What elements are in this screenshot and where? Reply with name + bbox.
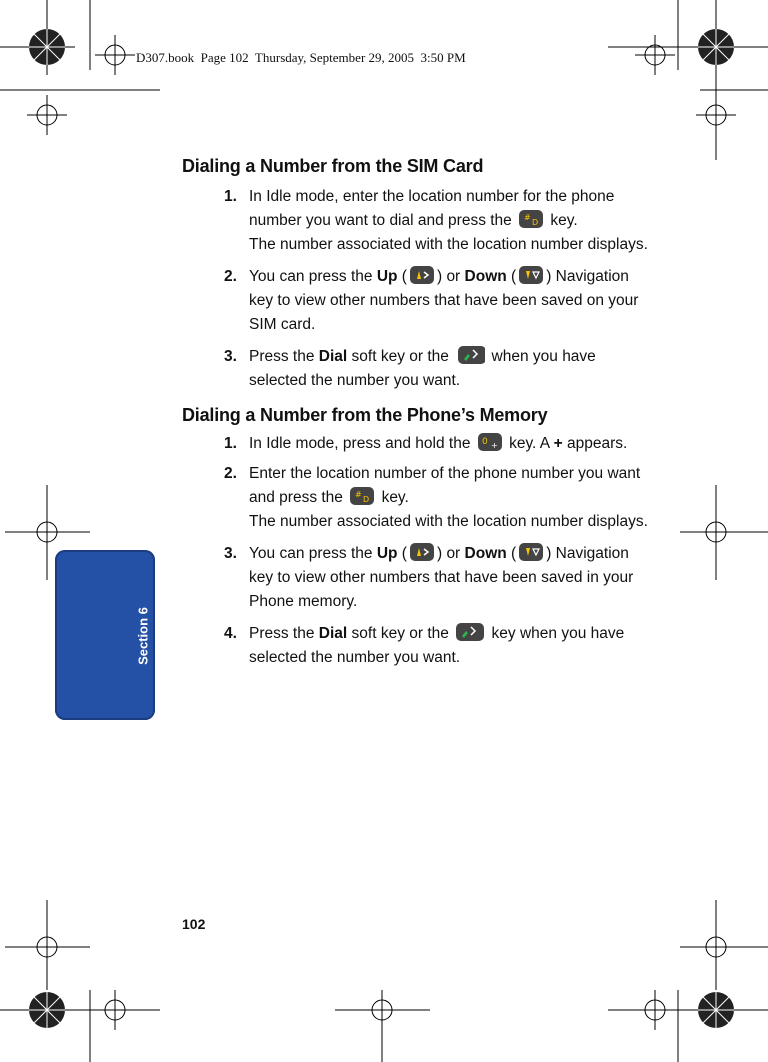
- up-nav-key-icon: [409, 265, 435, 285]
- down-nav-key-icon: [518, 265, 544, 285]
- sim-steps: [182, 185, 652, 393]
- svg-text:D: D: [363, 495, 370, 504]
- svg-text:+: +: [490, 441, 498, 450]
- list-item: 2. Enter the location number of the phone number you want and press the # D key. The number associated with the location number displays.: [224, 465, 648, 530]
- list-item: 4. Press the Dial soft key or the key when you have selected the number you want.: [182, 622, 652, 670]
- list-item: 2. You can press the Up ( ) or Down ( ) Navigation key to view other numbers that have been saved on your SIM card.: [182, 265, 652, 337]
- section-heading-phone: Dialing a Number from the Phone’s Memory: [182, 405, 548, 425]
- send-key-icon: [455, 345, 485, 365]
- list-item: 1. In Idle mode, press and hold the 0 + key. A + appears.: [182, 432, 652, 456]
- zero-key-icon: [477, 432, 503, 452]
- svg-text:0: 0: [481, 437, 488, 447]
- send-key-icon: [455, 622, 485, 642]
- book-header: D307.book Page 102 Thursday, September 29, 2005 3:50 PM: [136, 50, 466, 65]
- list-item: 3. You can press the Up ( ) or Down ( ) Navigation key to view other numbers that have been saved in your Phone memory.: [182, 542, 652, 614]
- svg-text:#: #: [524, 213, 531, 222]
- page-number: 102: [182, 916, 206, 932]
- section-tab-label: Section 6: [135, 607, 151, 665]
- phone-steps: [182, 432, 652, 670]
- list-item: 1. In Idle mode, enter the location number for the phone number you want to dial and press the # D key. The number associated with the location number displays.: [224, 188, 648, 253]
- svg-text:#: #: [355, 490, 362, 499]
- up-nav-key-icon: [409, 542, 435, 562]
- down-nav-key-icon: [518, 542, 544, 562]
- page-content: [182, 156, 652, 670]
- list-item: 3. Press the Dial soft key or the when you have selected the number you want.: [182, 345, 652, 393]
- hash-key-icon: [518, 209, 544, 229]
- svg-text:D: D: [532, 218, 539, 227]
- hash-key-icon: [349, 486, 375, 506]
- section-heading-sim: Dialing a Number from the SIM Card: [182, 156, 484, 176]
